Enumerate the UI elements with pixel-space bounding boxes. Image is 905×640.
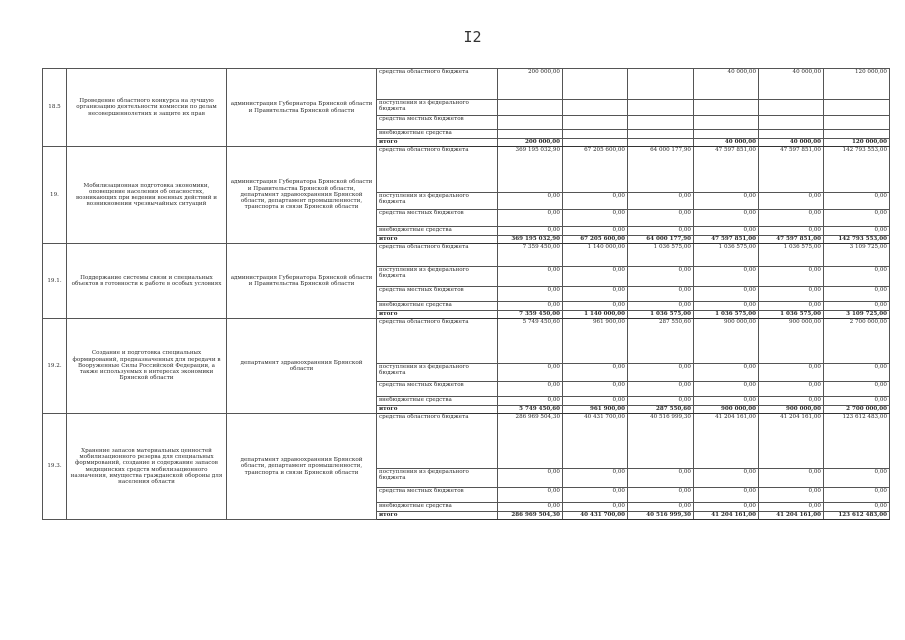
amount-cell: 0,00 (498, 364, 563, 382)
funding-source-label: средства местных бюджетов (377, 382, 498, 397)
amount-cell: 67 205 600,00 (563, 236, 628, 244)
amount-cell: 1 036 575,00 (628, 244, 694, 267)
amount-cell: 200 000,00 (498, 69, 563, 100)
amount-cell (563, 69, 628, 100)
amount-cell (694, 130, 759, 139)
amount-cell: 0,00 (563, 193, 628, 210)
amount-cell: 40 431 700,00 (563, 414, 628, 469)
amount-cell: 0,00 (628, 267, 694, 287)
amount-cell: 0,00 (759, 267, 824, 287)
amount-cell: 0,00 (824, 302, 890, 311)
amount-cell: 0,00 (824, 382, 890, 397)
amount-cell: 0,00 (563, 267, 628, 287)
amount-cell: 0,00 (628, 503, 694, 512)
funding-source-label: средства областного бюджета (377, 319, 498, 364)
amount-cell (694, 116, 759, 130)
amount-cell: 120 000,00 (824, 139, 890, 147)
amount-cell: 0,00 (498, 227, 563, 236)
amount-cell: 0,00 (628, 193, 694, 210)
funding-source-label: средства местных бюджетов (377, 287, 498, 302)
table-row (43, 319, 890, 364)
item-name: Создание и подготовка специальных формирований, предназначенных для передачи в Вооруженные Силы Российской Федерации, а также используемых в интересах экономики Брянской области (67, 319, 227, 414)
amount-cell (498, 116, 563, 130)
amount-cell: 369 195 032,90 (498, 147, 563, 193)
item-number: 18.5 (43, 69, 67, 147)
amount-cell: 3 109 725,00 (824, 311, 890, 319)
amount-cell: 0,00 (498, 397, 563, 406)
amount-cell (628, 130, 694, 139)
amount-cell: 1 140 000,00 (563, 244, 628, 267)
amount-cell: 40 000,00 (694, 69, 759, 100)
item-executor: департамент здравоохранения Брянской области, департамент промышленности, транспорта и связи Брянской области (227, 414, 377, 520)
amount-cell: 0,00 (824, 210, 890, 227)
amount-cell: 900 000,00 (694, 406, 759, 414)
item-number: 19. (43, 147, 67, 244)
amount-cell: 0,00 (759, 193, 824, 210)
budget-table (42, 68, 890, 520)
funding-source-label: итого (377, 512, 498, 520)
item-executor: администрация Губернатора Брянской области и Правительства Брянской области (227, 69, 377, 147)
amount-cell: 47 597 851,00 (694, 147, 759, 193)
amount-cell: 40 000,00 (759, 69, 824, 100)
amount-cell (563, 130, 628, 139)
amount-cell: 41 204 161,00 (694, 512, 759, 520)
amount-cell: 7 359 450,00 (498, 311, 563, 319)
amount-cell: 0,00 (563, 210, 628, 227)
amount-cell: 0,00 (824, 287, 890, 302)
amount-cell: 0,00 (563, 227, 628, 236)
amount-cell: 0,00 (759, 397, 824, 406)
amount-cell (563, 100, 628, 116)
funding-source-label: средства местных бюджетов (377, 210, 498, 227)
amount-cell (628, 116, 694, 130)
amount-cell: 41 204 161,00 (759, 512, 824, 520)
amount-cell: 0,00 (824, 397, 890, 406)
amount-cell: 0,00 (498, 488, 563, 503)
amount-cell: 3 109 725,00 (824, 244, 890, 267)
amount-cell: 286 969 504,30 (498, 512, 563, 520)
item-number: 19.2. (43, 319, 67, 414)
amount-cell: 120 000,00 (824, 69, 890, 100)
item-name: Проведение областного конкурса на лучшую организацию деятельности комиссии по делам несовершеннолетних и защите их прав (67, 69, 227, 147)
amount-cell: 41 204 161,00 (694, 414, 759, 469)
amount-cell: 0,00 (563, 397, 628, 406)
table-row (43, 244, 890, 267)
amount-cell: 0,00 (628, 287, 694, 302)
amount-cell: 0,00 (759, 302, 824, 311)
amount-cell: 0,00 (824, 364, 890, 382)
amount-cell: 0,00 (824, 193, 890, 210)
amount-cell: 0,00 (759, 488, 824, 503)
amount-cell: 0,00 (694, 302, 759, 311)
amount-cell: 0,00 (498, 267, 563, 287)
item-number: 19.3. (43, 414, 67, 520)
item-name: Поддержание системы связи и специальных объектов в готовности к работе в особых условиях (67, 244, 227, 319)
amount-cell: 0,00 (498, 287, 563, 302)
amount-cell: 0,00 (694, 267, 759, 287)
amount-cell: 0,00 (628, 210, 694, 227)
amount-cell: 1 036 575,00 (759, 311, 824, 319)
amount-cell: 0,00 (824, 267, 890, 287)
amount-cell (759, 116, 824, 130)
amount-cell: 0,00 (694, 364, 759, 382)
amount-cell: 0,00 (628, 469, 694, 488)
amount-cell (628, 100, 694, 116)
amount-cell: 200 000,00 (498, 139, 563, 147)
table-row (43, 147, 890, 193)
amount-cell: 369 195 032,90 (498, 236, 563, 244)
amount-cell: 900 000,00 (759, 406, 824, 414)
amount-cell (824, 116, 890, 130)
amount-cell (694, 100, 759, 116)
funding-source-label: итого (377, 139, 498, 147)
amount-cell: 0,00 (498, 193, 563, 210)
amount-cell: 40 431 700,00 (563, 512, 628, 520)
amount-cell: 0,00 (694, 227, 759, 236)
funding-source-label: средства областного бюджета (377, 69, 498, 100)
amount-cell (759, 130, 824, 139)
table-row (43, 69, 890, 100)
amount-cell: 0,00 (563, 364, 628, 382)
amount-cell: 64 000 177,90 (628, 147, 694, 193)
table-row (43, 414, 890, 469)
amount-cell (498, 130, 563, 139)
amount-cell: 0,00 (694, 210, 759, 227)
amount-cell: 41 204 161,00 (759, 414, 824, 469)
amount-cell: 0,00 (759, 364, 824, 382)
funding-source-label: поступления из федерального бюджета (377, 364, 498, 382)
amount-cell (563, 139, 628, 147)
amount-cell: 0,00 (759, 382, 824, 397)
amount-cell: 1 036 575,00 (694, 311, 759, 319)
amount-cell: 0,00 (628, 364, 694, 382)
amount-cell: 1 036 575,00 (694, 244, 759, 267)
amount-cell: 0,00 (628, 227, 694, 236)
amount-cell: 0,00 (694, 397, 759, 406)
amount-cell: 67 205 600,00 (563, 147, 628, 193)
item-executor: администрация Губернатора Брянской области и Правительства Брянской области, департамент здравоохранения Брянской области, департамент промышленности, транспорта и связи Брянской области (227, 147, 377, 244)
amount-cell: 5 749 450,60 (498, 406, 563, 414)
amount-cell: 40 516 999,30 (628, 512, 694, 520)
amount-cell: 0,00 (628, 488, 694, 503)
amount-cell: 0,00 (759, 287, 824, 302)
item-name: Мобилизационная подготовка экономики, оповещение населения об опасностях, возникающих при ведении военных действий и возникновении чрезвычайных ситуаций (67, 147, 227, 244)
amount-cell: 47 597 851,00 (694, 236, 759, 244)
amount-cell: 0,00 (694, 287, 759, 302)
funding-source-label: средства местных бюджетов (377, 488, 498, 503)
funding-source-label: итого (377, 406, 498, 414)
amount-cell: 47 597 851,00 (759, 236, 824, 244)
amount-cell: 142 793 553,00 (824, 147, 890, 193)
amount-cell: 0,00 (824, 227, 890, 236)
amount-cell: 0,00 (498, 210, 563, 227)
amount-cell: 0,00 (628, 397, 694, 406)
amount-cell: 1 036 575,00 (759, 244, 824, 267)
amount-cell: 0,00 (694, 382, 759, 397)
funding-source-label: средства областного бюджета (377, 414, 498, 469)
amount-cell (498, 100, 563, 116)
amount-cell (824, 100, 890, 116)
amount-cell: 0,00 (759, 469, 824, 488)
amount-cell (759, 100, 824, 116)
amount-cell: 0,00 (498, 469, 563, 488)
amount-cell: 287 550,60 (628, 406, 694, 414)
funding-source-label: поступления из федерального бюджета (377, 193, 498, 210)
funding-source-label: внебюджетные средства (377, 130, 498, 139)
amount-cell: 0,00 (824, 503, 890, 512)
amount-cell: 0,00 (694, 469, 759, 488)
funding-source-label: внебюджетные средства (377, 397, 498, 406)
funding-source-label: поступления из федерального бюджета (377, 100, 498, 116)
amount-cell: 961 900,00 (563, 319, 628, 364)
item-name: Хранение запасов материальных ценностей мобилизационного резерва для специальных формирований, создание и содержание запасов медицинских средств мобилизационного назначения, имущества гражданской обороны для населения области (67, 414, 227, 520)
amount-cell (563, 116, 628, 130)
amount-cell: 0,00 (628, 382, 694, 397)
amount-cell: 900 000,00 (694, 319, 759, 364)
amount-cell: 0,00 (563, 469, 628, 488)
amount-cell: 5 749 450,60 (498, 319, 563, 364)
amount-cell: 287 550,60 (628, 319, 694, 364)
amount-cell: 40 000,00 (759, 139, 824, 147)
amount-cell: 286 969 504,30 (498, 414, 563, 469)
amount-cell: 900 000,00 (759, 319, 824, 364)
funding-source-label: внебюджетные средства (377, 503, 498, 512)
funding-source-label: средства областного бюджета (377, 147, 498, 193)
amount-cell (628, 139, 694, 147)
amount-cell: 0,00 (694, 503, 759, 512)
amount-cell: 1 140 000,00 (563, 311, 628, 319)
item-number: 19.1. (43, 244, 67, 319)
funding-source-label: итого (377, 236, 498, 244)
amount-cell: 2 700 000,00 (824, 319, 890, 364)
funding-source-label: внебюджетные средства (377, 227, 498, 236)
amount-cell: 0,00 (563, 503, 628, 512)
amount-cell: 961 900,00 (563, 406, 628, 414)
funding-source-label: поступления из федерального бюджета (377, 469, 498, 488)
amount-cell: 2 700 000,00 (824, 406, 890, 414)
amount-cell: 40 516 999,30 (628, 414, 694, 469)
amount-cell (628, 69, 694, 100)
funding-source-label: средства местных бюджетов (377, 116, 498, 130)
amount-cell: 0,00 (563, 488, 628, 503)
amount-cell (824, 130, 890, 139)
amount-cell: 0,00 (498, 302, 563, 311)
amount-cell: 0,00 (759, 227, 824, 236)
amount-cell: 0,00 (563, 287, 628, 302)
funding-source-label: внебюджетные средства (377, 302, 498, 311)
amount-cell: 7 359 450,00 (498, 244, 563, 267)
amount-cell: 0,00 (694, 193, 759, 210)
amount-cell: 0,00 (824, 469, 890, 488)
amount-cell: 1 036 575,00 (628, 311, 694, 319)
amount-cell: 123 612 483,00 (824, 512, 890, 520)
amount-cell: 47 597 851,00 (759, 147, 824, 193)
amount-cell: 0,00 (498, 503, 563, 512)
amount-cell: 0,00 (759, 210, 824, 227)
funding-source-label: поступления из федерального бюджета (377, 267, 498, 287)
amount-cell: 0,00 (498, 382, 563, 397)
item-executor: департамент здравоохранения Брянской области (227, 319, 377, 414)
amount-cell: 142 793 553,00 (824, 236, 890, 244)
page-number: I2 (463, 28, 482, 46)
funding-source-label: итого (377, 311, 498, 319)
amount-cell: 0,00 (824, 488, 890, 503)
amount-cell: 123 612 483,00 (824, 414, 890, 469)
amount-cell: 0,00 (628, 302, 694, 311)
amount-cell: 0,00 (694, 488, 759, 503)
amount-cell: 0,00 (759, 503, 824, 512)
funding-source-label: средства областного бюджета (377, 244, 498, 267)
amount-cell: 0,00 (563, 302, 628, 311)
item-executor: администрация Губернатора Брянской области и Правительства Брянской области (227, 244, 377, 319)
amount-cell: 0,00 (563, 382, 628, 397)
amount-cell: 40 000,00 (694, 139, 759, 147)
amount-cell: 64 000 177,90 (628, 236, 694, 244)
